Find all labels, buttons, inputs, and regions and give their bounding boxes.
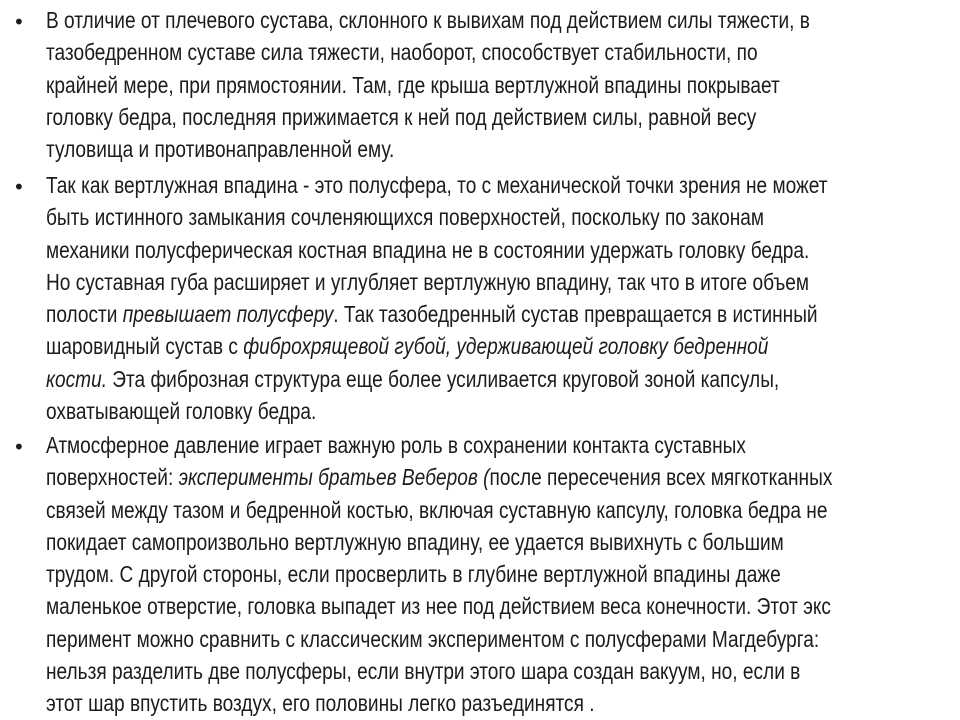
bullet-paragraph-1 [46, 4, 810, 165]
text-line [46, 330, 793, 362]
text-line: быть истинного замыкания сочленяющихся поверхностей, поскольку по законам [46, 204, 765, 231]
text-line: головку бедра, последняя прижимается к ней под действием силы, равной весу [46, 103, 757, 130]
text-line: Но суставная губа расширяет и углубляет вертлужную впадину, так что в итоге объем [46, 268, 810, 295]
text-run: полости [46, 301, 123, 328]
text-run: шаровидный сустав с [46, 333, 244, 360]
bullet-point-icon: • [13, 175, 25, 199]
text-line: Так как вертлужная впадина - это полусфера, то с механической точки зрения не может [46, 172, 828, 198]
text-line: нельзя разделить две полусферы, если внутри этого шара создан вакуум, но, если в [46, 658, 801, 685]
text-line: охватывающей головку бедра. [46, 398, 317, 425]
text-line: крайней мере, при прямостоянии. Там, где крыша вертлужной впадины покрывает [46, 71, 780, 98]
text-line: этот шар впустить воздух, его половины легко разъединятся . [46, 690, 595, 717]
bullet-point-icon: • [13, 10, 25, 34]
italic-emphasis: эксперименты братьев Веберов ( [178, 464, 490, 491]
text-line [46, 461, 833, 493]
text-run: после пересечения всех мягкотканных [489, 464, 833, 491]
text-line: Атмосферное давление играет важную роль в сохранении контакта суставных [46, 432, 746, 458]
italic-emphasis: кости. [46, 365, 108, 392]
text-line: механики полусферическая костная впадина не в состоянии удержать головку бедра. [46, 236, 810, 263]
bullet-paragraph-2 [46, 169, 828, 427]
italic-emphasis: фиброхрящевой губой, удерживающей головку бедренной [243, 333, 769, 360]
text-line: трудом. С другой стороны, если просверлить в глубине вертлужной впадины даже [46, 561, 781, 588]
italic-emphasis: превышает полусферу [122, 301, 334, 328]
text-line: тазобедренном суставе сила тяжести, наоборот, способствует стабильности, по [46, 39, 758, 66]
text-line: В отличие от плечевого сустава, склонного к вывихам под действием силы тяжести, в [46, 7, 810, 33]
text-run: Эта фиброзная структура еще более усиливается круговой зоной капсулы, [107, 365, 780, 392]
text-line [46, 298, 818, 330]
text-line [46, 363, 793, 395]
bullet-paragraph-3 [46, 429, 833, 720]
bullet-point-icon: • [13, 435, 25, 459]
text-run: . Так тазобедренный сустав превращается в истинный [333, 301, 818, 328]
text-line: покидает самопроизвольно вертлужную впадину, ее удается вывихнуть с большим [46, 528, 784, 555]
text-run: поверхностей: [46, 464, 179, 491]
text-line: туловища и противонаправленной ему. [46, 136, 395, 163]
text-line: связей между тазом и бедренной костью, включая суставную капсулу, головка бедра не [46, 496, 828, 523]
text-line: маленькое отверстие, головка выпадет из нее под действием веса конечности. Этот экс [46, 593, 831, 620]
text-line: перимент можно сравнить с классическим экспериментом с полусферами Магдебурга: [46, 625, 820, 652]
